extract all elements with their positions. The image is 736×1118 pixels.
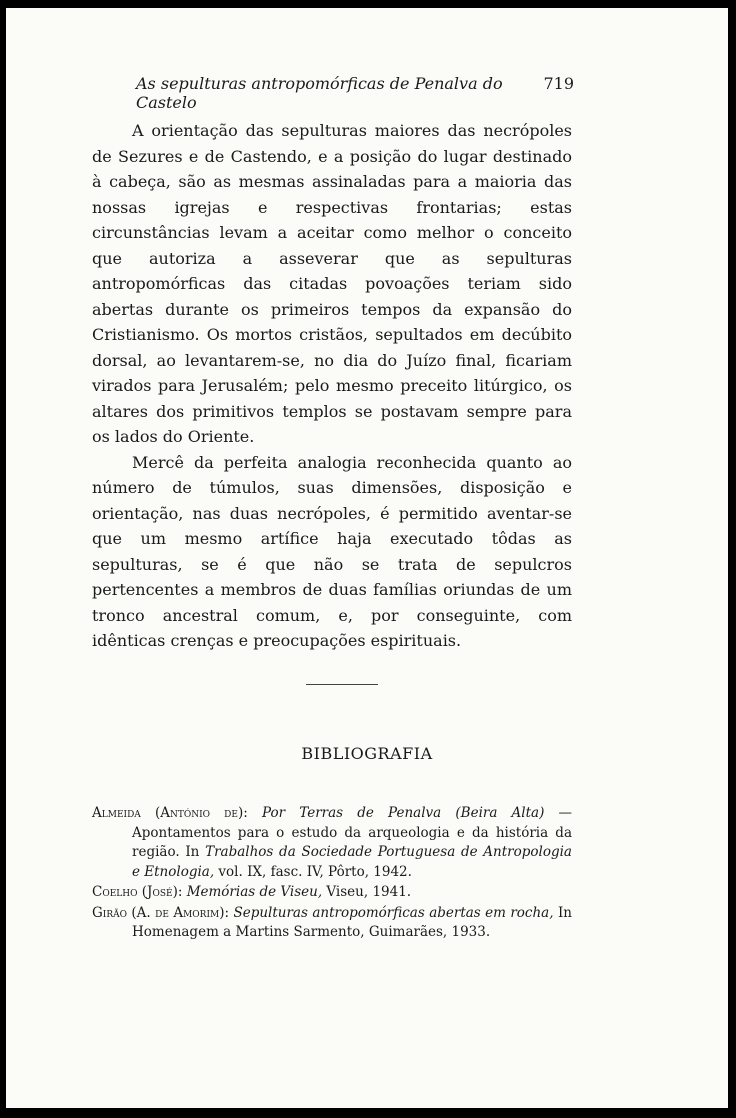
- bibliography-entry: [92, 883, 572, 903]
- entry-title: Sepulturas antropomórficas abertas em rocha,: [233, 904, 554, 921]
- running-head: [136, 74, 574, 112]
- section-divider: [306, 684, 378, 685]
- entry-details: Viseu, 1941.: [322, 884, 412, 900]
- entry-author: Coelho (José):: [92, 884, 183, 900]
- running-title: As sepulturas antropomórficas de Penalva do Castelo: [136, 74, 503, 112]
- entry-title: Memórias de Viseu,: [186, 884, 323, 900]
- bibliography-list: [92, 804, 572, 944]
- entry-title: Por Terras de Penalva (Beira Alta): [261, 805, 545, 821]
- bibliography-entry: [92, 804, 572, 882]
- bibliography-title: BIBLIOGRAFIA: [301, 744, 433, 763]
- body-text: [92, 118, 572, 654]
- entry-details: — Apontamentos para o estudo da arqueologia e da história da região. In: [132, 805, 573, 860]
- bibliography-entry: [92, 904, 572, 943]
- entry-journal: Trabalhos da Sociedade Portuguesa de Antropologia e Etnologia,: [132, 844, 572, 880]
- page-number: 719: [543, 74, 574, 93]
- entry-author: Girão (A. de Amorim):: [92, 904, 230, 921]
- paragraph: Mercê da perfeita analogia reconhecida quanto ao número de túmulos, suas dimensões, disposição e orientação, nas duas necrópoles, é permitido aventar-se que um mesmo artífice haja executado tôdas as sepulturas, se é que não se trata de sepulcros pertencentes a membros de duas famílias oriundas de um tronco ancestral comum, e, por conseguinte, com idênticas crenças e preocupações espirituais.: [92, 452, 572, 650]
- entry-author: Almeida (António de):: [92, 805, 248, 821]
- paragraph: A orientação das sepulturas maiores das necrópoles de Sezures e de Castendo, e a posição do lugar destinado à cabeça, são as mesmas assinaladas para a maioria das nossas igrejas e respectivas frontarias; estas circunstâncias levam a aceitar como melhor o conceito que autoriza a asseverar que as sepulturas antropomórficas das citadas povoações teriam sido abertas durante os primeiros tempos da expansão do Cristianismo. Os mortos cristãos, sepultados em decúbito dorsal, ao levantarem-se, no dia do Juízo final, ficariam virados para Jerusalém; pelo mesmo preceito litúrgico, os altares dos primitivos templos se postavam sempre para os lados do Oriente.: [92, 121, 572, 446]
- entry-details: vol. IX, fasc. IV, Pôrto, 1942.: [214, 863, 412, 880]
- book-page: [6, 8, 728, 1108]
- entry-details: In Homenagem a Martins Sarmento, Guimarães, 1933.: [132, 904, 572, 940]
